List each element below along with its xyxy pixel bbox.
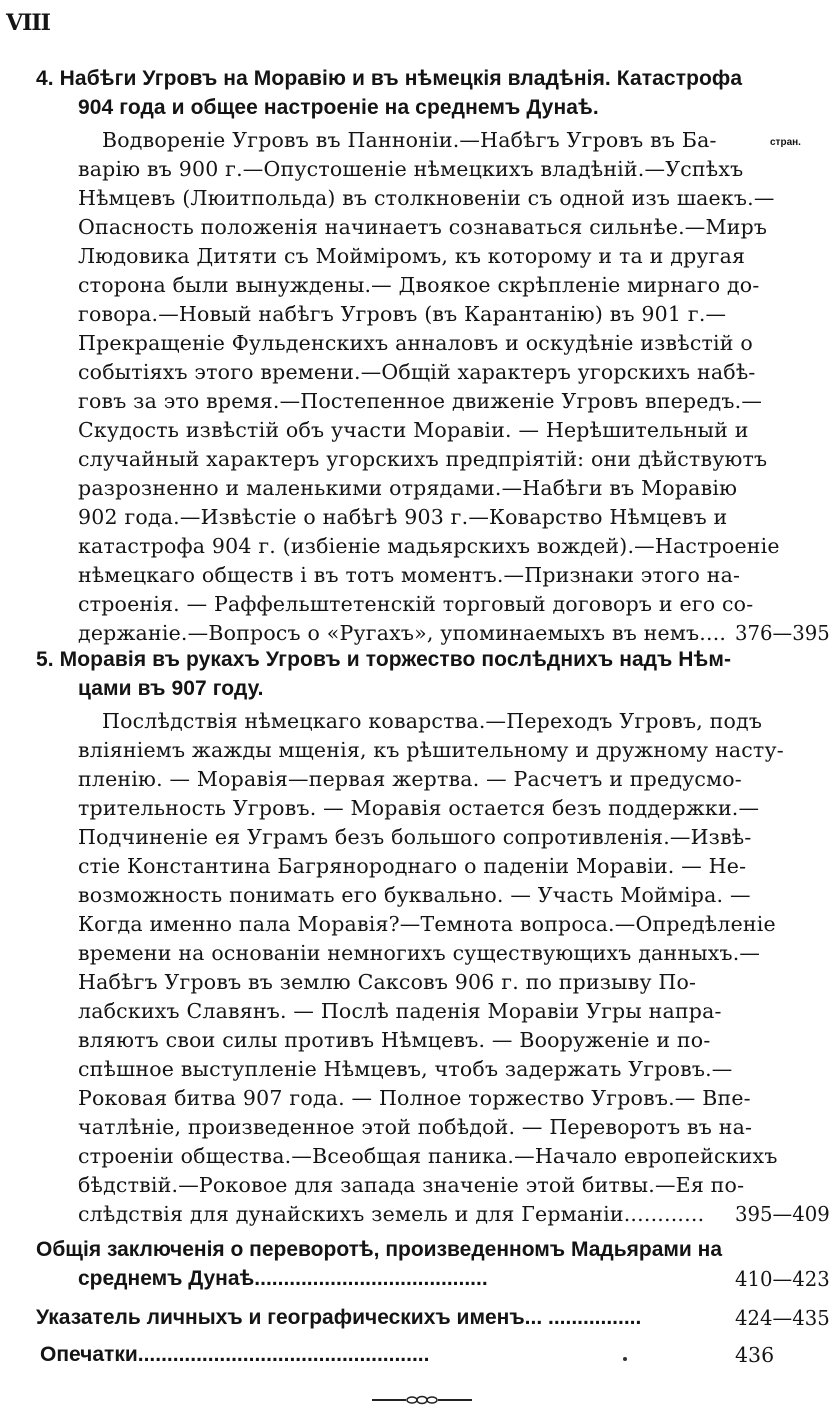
- section-4-heading-line-1: 4. Набѣги Угровъ на Моравію и въ нѣмецкія владѣнія. Катастрофа: [36, 67, 743, 90]
- index-entry: Указатель личныхъ и географическихъ именъ... ................: [36, 1306, 642, 1329]
- section-4-line: разрозненно и маленькими отрядами.—Набѣги въ Моравію: [78, 476, 738, 500]
- section-4-line: катастрофа 904 г. (избіеніе мадьярскихъ вождей).—Настроеніе: [78, 534, 780, 558]
- end-ornament: [372, 1390, 472, 1410]
- section-4-line: нѣмецкаго обществ i въ тотъ моментъ.—Признаки этого на-: [78, 563, 741, 587]
- section-4-line: случайный характеръ угорскихъ предпріятій: они дѣйствуютъ: [78, 447, 768, 471]
- section-5-line: времени на основаніи немногихъ существующихъ данныхъ.—: [78, 941, 761, 965]
- section-4-line: сторона были вынуждены.— Двоякое скрѣпленіе мирнаго до-: [78, 273, 760, 297]
- section-5-line: слѣдствія для дунайскихъ земель и для Германіи............: [78, 1202, 705, 1226]
- section-4-pages: 376—395: [735, 621, 830, 645]
- section-4-line: Опасность положенія начинаетъ сознаваться сильнѣе.—Миръ: [78, 215, 768, 239]
- section-4-heading-line-2: 904 года и общее настроеніе на среднемъ Дунаѣ.: [78, 96, 599, 119]
- section-5-line: стіе Константина Багрянороднаго о паденіи Моравіи. — Не-: [78, 854, 747, 878]
- section-5-line: лабскихъ Славянъ. — Послѣ паденія Моравіи Угры напра-: [78, 999, 722, 1023]
- section-5-heading-line-1: 5. Моравія въ рукахъ Угровъ и торжество послѣднихъ надъ Нѣм-: [36, 648, 732, 671]
- stray-dot: [623, 1357, 627, 1361]
- section-5-line: пленію. — Моравія—первая жертва. — Расчетъ и предусмо-: [78, 767, 742, 791]
- section-5-line: Набѣгъ Угровъ въ землю Саксовъ 906 г. по призыву По-: [78, 970, 697, 994]
- section-4-line: Нѣмцевъ (Люитпольда) въ столкновеніи съ одной изъ шаекъ.—: [78, 186, 775, 210]
- section-4-line: строенія. — Раффельштетенскій торговый договоръ и его со-: [78, 592, 754, 616]
- section-5-line: чатлѣніе, произведенное этой побѣдой. — Переворотъ въ на-: [78, 1115, 753, 1139]
- section-4-line: Скудость извѣстій объ участи Моравіи. — Нерѣшительный и: [78, 418, 749, 442]
- conclusions-line-1: Общія заключенія о переворотѣ, произведенномъ Мадьярами на: [36, 1238, 723, 1261]
- section-4-line: Людовика Дитяти съ Мойміромъ, къ которому и та и другая: [78, 244, 746, 268]
- section-5-line: строеніи общества.—Всеобщая паника.—Начало европейскихъ: [78, 1144, 778, 1168]
- index-pages: 424—435: [735, 1306, 830, 1330]
- section-5-line: спѣшное выступленіе Нѣмцевъ, чтобъ задержать Угровъ.—: [78, 1057, 733, 1081]
- section-5-line: Подчиненіе ея Уграмъ безъ большого сопротивленія.—Извѣ-: [78, 825, 752, 849]
- section-4-line: Прекращеніе Фульденскихъ анналовъ и оскудѣніе извѣстій о: [78, 331, 753, 355]
- section-5-line: Когда именно пала Моравія?—Темнота вопроса.—Опредѣленіе: [78, 912, 776, 936]
- page-number: VIII: [6, 10, 50, 36]
- section-4-line: говора.—Новый набѣгъ Угровъ (въ Карантанію) въ 901 г.—: [78, 302, 727, 326]
- conclusions-pages: 410—423: [735, 1267, 830, 1291]
- section-4-line: 902 года.—Извѣстіе о набѣгѣ 903 г.—Коварство Нѣмцевъ и: [78, 505, 728, 529]
- section-4-line: держаніе.—Вопросъ о «Ругахъ», упоминаемыхъ въ немъ....: [78, 621, 727, 645]
- section-5-line: возможность понимать его буквально. — Участь Мойміра. —: [78, 883, 751, 907]
- page-column-label: стран.: [770, 137, 801, 148]
- errata-entry: Опечатки..................................................: [40, 1343, 430, 1366]
- section-5-line: Послѣдствія нѣмецкаго коварства.—Переходъ Угровъ, подъ: [102, 709, 763, 733]
- section-5-line: вляютъ свои силы противъ Нѣмцевъ. — Вооруженіе и по-: [78, 1028, 711, 1052]
- section-4-line: варію въ 900 г.—Опустошеніе нѣмецкихъ владѣній.—Успѣхъ: [78, 157, 744, 181]
- section-5-pages: 395—409: [735, 1202, 830, 1226]
- section-5-heading-line-2: цами въ 907 году.: [78, 677, 264, 700]
- conclusions-line-2: среднемъ Дунаѣ........................................: [78, 1267, 488, 1290]
- section-4-line: говъ за это время.—Постепенное движеніе Угровъ впередъ.—: [78, 389, 763, 413]
- section-5-line: вліяніемъ жажды мщенія, къ рѣшительному и дружному насту-: [78, 738, 784, 762]
- section-5-line: бѣдствій.—Роковое для запада значеніе этой битвы.—Ея по-: [78, 1173, 745, 1197]
- errata-pages: 436: [735, 1343, 775, 1367]
- section-5-line: трительность Угровъ. — Моравія остается безъ поддержки.—: [78, 796, 760, 820]
- section-5-line: Роковая битва 907 года. — Полное торжество Угровъ.— Впе-: [78, 1086, 751, 1110]
- section-4-line: событіяхъ этого времени.—Общій характеръ угорскихъ набѣ-: [78, 360, 756, 384]
- section-4-line: Водвореніе Угровъ въ Панноніи.—Набѣгъ Угровъ въ Ба-: [102, 128, 717, 152]
